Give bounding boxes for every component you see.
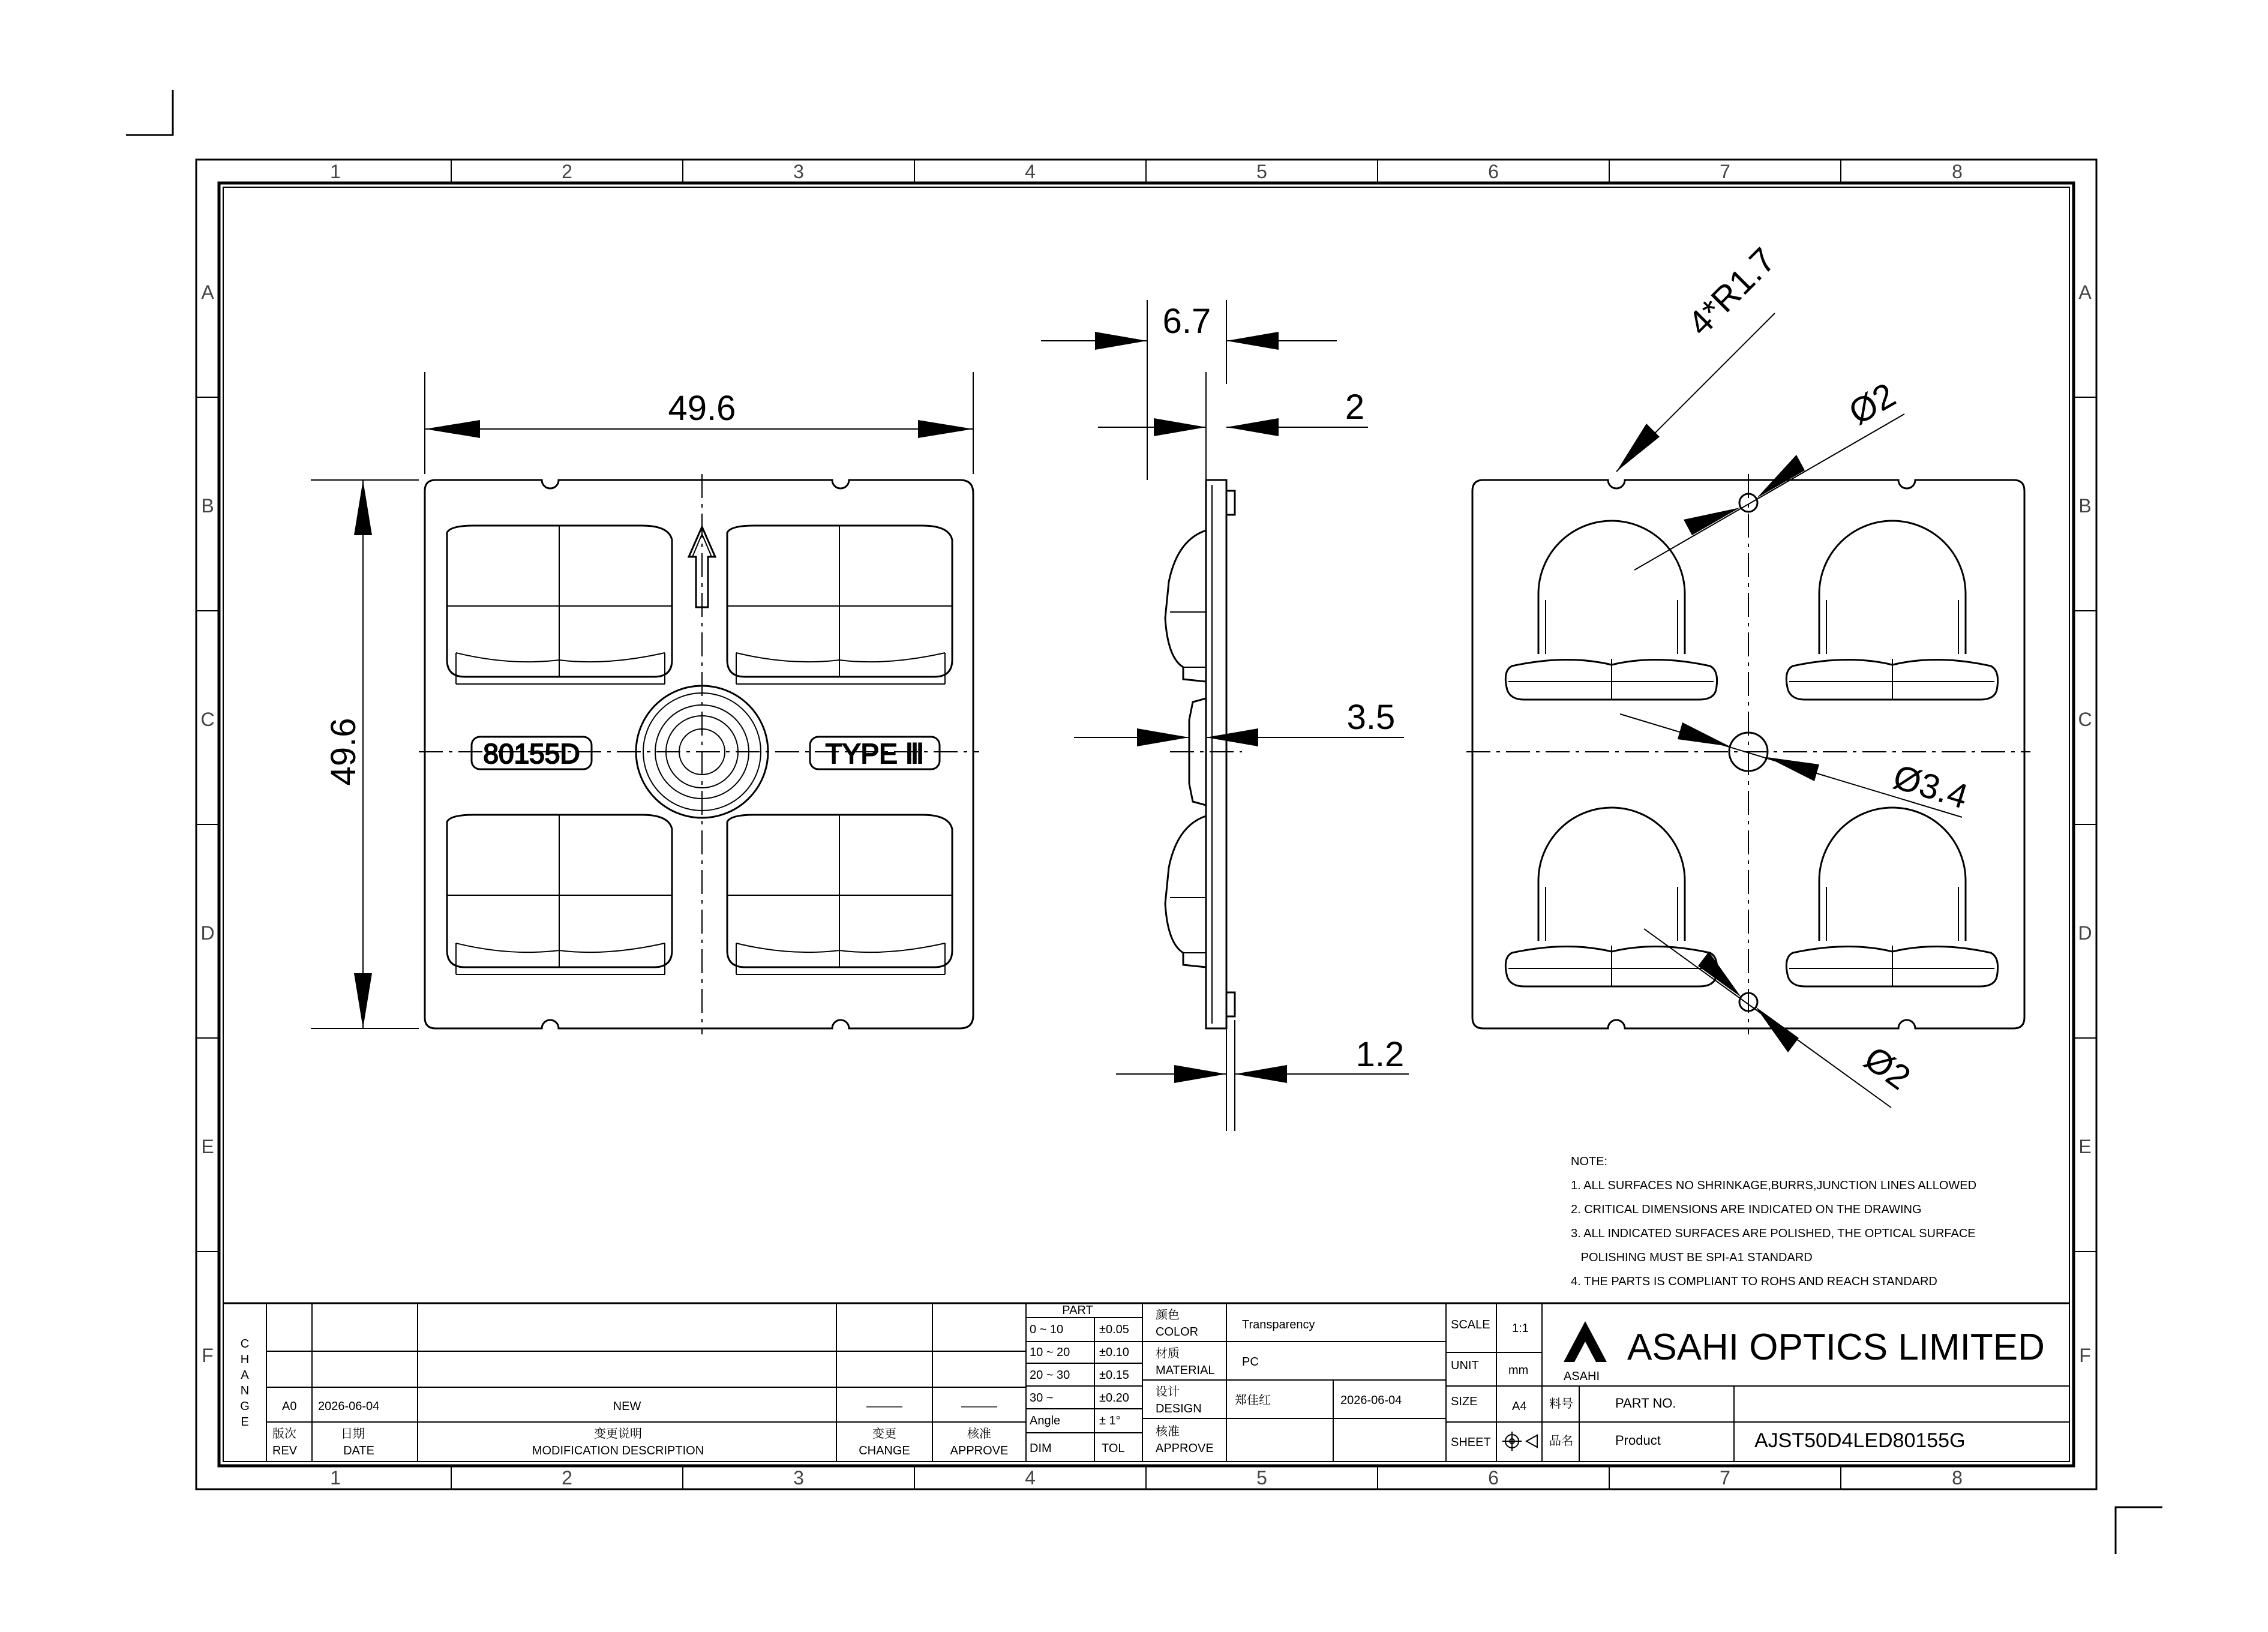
design-label: DESIGN — [1156, 1402, 1202, 1415]
back-lens-top-right — [1786, 521, 1997, 700]
product-value: AJST50D4LED80155G — [1754, 1429, 1966, 1452]
scale-value: 1:1 — [1512, 1322, 1529, 1335]
asahi-logo — [1564, 1321, 1607, 1383]
zone-row-b-right: B — [2078, 495, 2092, 517]
rev-date-value: 2026-06-04 — [318, 1400, 380, 1413]
tol-dim-label: DIM — [1030, 1442, 1052, 1455]
hdr-desc-cn: 变更说明 — [594, 1427, 642, 1441]
dim-width: 49.6 — [668, 389, 736, 428]
logo-text: ASAHI — [1564, 1370, 1600, 1383]
front-view — [311, 372, 979, 1034]
rev-change-value: ——— — [866, 1400, 902, 1413]
scale-label: SCALE — [1451, 1318, 1490, 1331]
dim-hole-bottom: Ø2 — [1857, 1039, 1918, 1098]
notes — [1571, 1155, 1976, 1288]
design-date: 2026-06-04 — [1340, 1394, 1402, 1407]
zone-row-d-right: D — [2078, 922, 2092, 944]
size-value: A4 — [1512, 1400, 1527, 1413]
zone-row-c-right: C — [2078, 709, 2092, 730]
change-letter-g: G — [240, 1400, 250, 1413]
zone-row-f-left: F — [202, 1345, 214, 1366]
color-label: COLOR — [1156, 1325, 1199, 1339]
lens-top-left — [447, 526, 672, 684]
zone-col-3-bottom: 3 — [793, 1467, 804, 1489]
zone-row-d-left: D — [200, 922, 215, 944]
tol-range-3: 20 ~ 30 — [1030, 1369, 1070, 1382]
approve-label: APPROVE — [1156, 1442, 1214, 1455]
hdr-approve: APPROVE — [950, 1444, 1009, 1457]
side-pin-bottom — [1226, 992, 1235, 1016]
color-cn: 颜色 — [1156, 1309, 1180, 1322]
zone-col-8-top: 8 — [1952, 161, 1963, 182]
change-letter-e: E — [241, 1415, 249, 1429]
company-name: ASAHI OPTICS LIMITED — [1627, 1327, 2045, 1368]
dim-corner-radius: 4*R1.7 — [1680, 240, 1783, 343]
dim-hole-center: Ø3.4 — [1889, 757, 1973, 817]
tol-range-1: 0 ~ 10 — [1030, 1323, 1064, 1336]
tol-value-2: ±0.10 — [1099, 1346, 1129, 1359]
product-cn: 品名 — [1549, 1435, 1573, 1448]
material-cn: 材质 — [1156, 1347, 1180, 1360]
zone-row-e-right: E — [2078, 1136, 2092, 1157]
zone-col-7-top: 7 — [1720, 161, 1730, 182]
label-type: TYPE Ⅲ — [825, 738, 925, 769]
hdr-date-cn: 日期 — [341, 1427, 365, 1441]
change-letter-h: H — [240, 1353, 250, 1366]
title-block — [223, 1303, 2069, 1462]
zone-col-6-bottom: 6 — [1488, 1467, 1499, 1489]
zone-grid — [196, 160, 2096, 1489]
hdr-desc: MODIFICATION DESCRIPTION — [532, 1444, 704, 1457]
sheet-label: SHEET — [1451, 1436, 1491, 1449]
zone-row-a-right: A — [2078, 281, 2092, 303]
dim-height: 49.6 — [324, 718, 363, 786]
zone-row-c-left: C — [200, 709, 215, 730]
note-3-continued: POLISHING MUST BE SPI-A1 STANDARD — [1571, 1251, 1813, 1264]
tol-range-5: Angle — [1030, 1414, 1061, 1427]
tol-range-4: 30 ~ — [1030, 1391, 1054, 1405]
lens-bottom-right — [727, 815, 952, 974]
back-lens-bottom-right — [1786, 808, 1997, 986]
tol-value-5: ± 1° — [1099, 1414, 1121, 1427]
hdr-change: CHANGE — [859, 1444, 910, 1457]
dim-boss-height: 3.5 — [1346, 698, 1396, 737]
dim-pin-thickness: 1.2 — [1355, 1035, 1405, 1074]
tol-value-1: ±0.05 — [1099, 1323, 1129, 1336]
tol-part-header: PART — [1062, 1304, 1093, 1317]
zone-col-7-bottom: 7 — [1720, 1467, 1730, 1489]
zone-col-4-bottom: 4 — [1025, 1467, 1036, 1489]
rev-value: A0 — [282, 1400, 297, 1413]
zone-col-3-top: 3 — [793, 161, 804, 182]
side-view — [1041, 300, 1409, 1131]
note-3: 3. ALL INDICATED SURFACES ARE POLISHED, THE OPTICAL SURFACE — [1571, 1227, 1976, 1240]
side-lens-bottom — [1165, 816, 1206, 967]
color-value: Transparency — [1242, 1318, 1315, 1331]
hdr-approve-cn: 核准 — [967, 1427, 991, 1441]
note-1: 1. ALL SURFACES NO SHRINKAGE,BURRS,JUNCTION LINES ALLOWED — [1571, 1179, 1977, 1192]
unit-value: mm — [1508, 1364, 1529, 1377]
part-no-label: PART NO. — [1615, 1396, 1676, 1411]
designer-name: 郑佳红 — [1235, 1394, 1271, 1407]
hdr-rev: REV — [272, 1444, 298, 1457]
zone-row-b-left: B — [201, 495, 214, 517]
zone-row-f-right: F — [2079, 1345, 2091, 1366]
hdr-rev-cn: 版次 — [272, 1427, 296, 1441]
back-lens-bottom-left — [1505, 808, 1717, 986]
zone-col-8-bottom: 8 — [1952, 1467, 1963, 1489]
size-label: SIZE — [1451, 1395, 1478, 1408]
zone-col-1-bottom: 1 — [330, 1467, 341, 1489]
side-plate — [1206, 480, 1226, 1028]
rev-approve-value: ——— — [961, 1400, 997, 1413]
zone-labels — [200, 161, 2092, 1489]
material-label: MATERIAL — [1156, 1364, 1215, 1377]
note-4: 4. THE PARTS IS COMPLIANT TO ROHS AND REACH STANDARD — [1571, 1275, 1937, 1288]
material-value: PC — [1242, 1355, 1259, 1369]
notes-heading: NOTE: — [1571, 1155, 1608, 1168]
lens-bottom-left — [447, 815, 672, 974]
zone-col-2-bottom: 2 — [562, 1467, 572, 1489]
zone-col-2-top: 2 — [562, 161, 572, 182]
side-pin-top — [1226, 491, 1235, 515]
dim-total-thickness: 6.7 — [1162, 302, 1211, 341]
zone-col-5-top: 5 — [1256, 161, 1267, 182]
dim-hole-top: Ø2 — [1842, 375, 1903, 433]
zone-col-1-top: 1 — [330, 161, 341, 182]
approve-cn: 核准 — [1156, 1425, 1180, 1438]
part-no-cn: 料号 — [1549, 1397, 1573, 1411]
note-2: 2. CRITICAL DIMENSIONS ARE INDICATED ON THE DRAWING — [1571, 1203, 1922, 1216]
label-80155d: 80155D — [483, 738, 580, 769]
dim-plate-thickness: 2 — [1345, 388, 1365, 427]
back-view — [1466, 241, 2030, 1108]
zone-row-a-left: A — [201, 281, 214, 303]
back-lens-top-left — [1505, 521, 1717, 700]
hdr-date: DATE — [343, 1444, 374, 1457]
tol-value-4: ±0.20 — [1099, 1391, 1129, 1405]
tol-tol-label: TOL — [1102, 1442, 1125, 1455]
projection-symbol-icon — [1502, 1432, 1537, 1451]
zone-col-5-bottom: 5 — [1256, 1467, 1267, 1489]
hdr-change-cn: 变更 — [872, 1427, 896, 1441]
rev-description-value: NEW — [613, 1400, 641, 1413]
side-lens-top — [1165, 530, 1206, 682]
zone-col-4-top: 4 — [1025, 161, 1036, 182]
lens-top-right — [727, 526, 952, 684]
change-letter-c: C — [240, 1337, 250, 1351]
drawing-frame — [196, 160, 2096, 1489]
product-label: Product — [1615, 1433, 1661, 1448]
zone-row-e-left: E — [201, 1136, 214, 1157]
tol-range-2: 10 ~ 20 — [1030, 1346, 1070, 1359]
design-cn: 设计 — [1156, 1385, 1180, 1399]
change-letter-n: N — [240, 1384, 250, 1397]
zone-col-6-top: 6 — [1488, 161, 1499, 182]
unit-label: UNIT — [1451, 1359, 1479, 1372]
tol-value-3: ±0.15 — [1099, 1369, 1129, 1382]
change-letter-a: A — [241, 1369, 249, 1382]
